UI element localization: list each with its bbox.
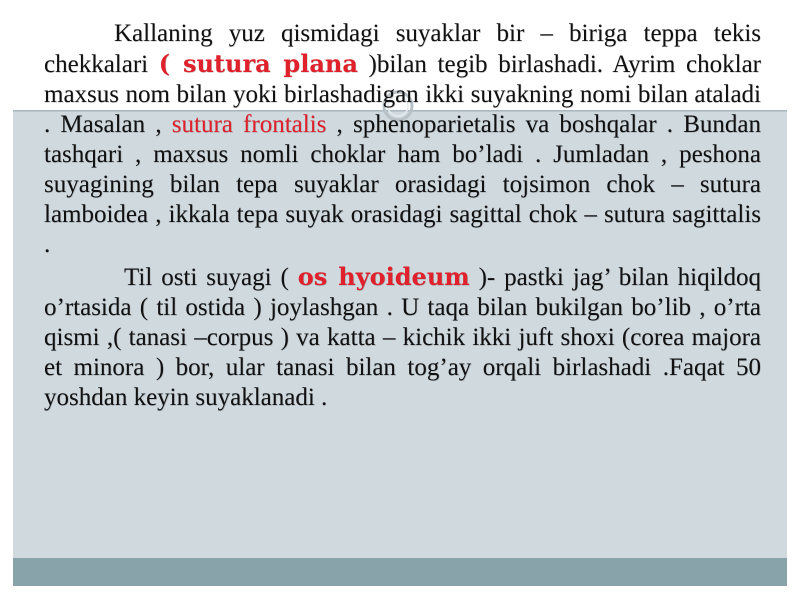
paragraph-hyoid-bone [44, 262, 761, 413]
slide-text-body [44, 19, 761, 413]
term-sutura-plana: ( sutura plana [158, 49, 358, 78]
paragraph-text: , sphenoparietalis va boshqalar . Bundan tashqari , maxsus nomli choklar ham bo’ladi . Jumladan , peshona suyagining bilan tepa suyaklar orasidagi tojsimon chok – sutura lamboidea , ikkala tepa suyak orasidagi sagittal chok – sutura sagittalis . [44, 111, 762, 258]
term-os-hyoideum: os hyoideum [297, 262, 470, 291]
term-sutura-frontalis: sutura frontalis [171, 111, 327, 138]
paragraph-cranial-sutures [44, 19, 761, 260]
paragraph-text: Til osti suyagi ( [124, 264, 298, 291]
paragraph-text: )- pastki jag’ bilan hiqildoq o’rtasida ( til ostida ) joylashgan . U taqa bilan bukilgan bo’lib , o’rta qismi ,( tanasi –corpus ) va katta – kichik ikki juft shoxi (corea majora et minora ) bor, ular tanasi bilan tog’ay orqali birlashadi .Faqat 50 yoshdan keyin suyaklanadi . [44, 264, 761, 411]
slide-footer-band [13, 558, 787, 586]
paragraph-text: Kallaning yuz qismidagi suyaklar bir – biriga teppa tekis chekkalari [44, 20, 761, 78]
paragraph-text: )bilan tegib birlashadi. Ayrim choklar maxsus nom bilan yoki birlashadigan ikki suyakning nomi bilan ataladi . Masalan , [44, 51, 761, 138]
